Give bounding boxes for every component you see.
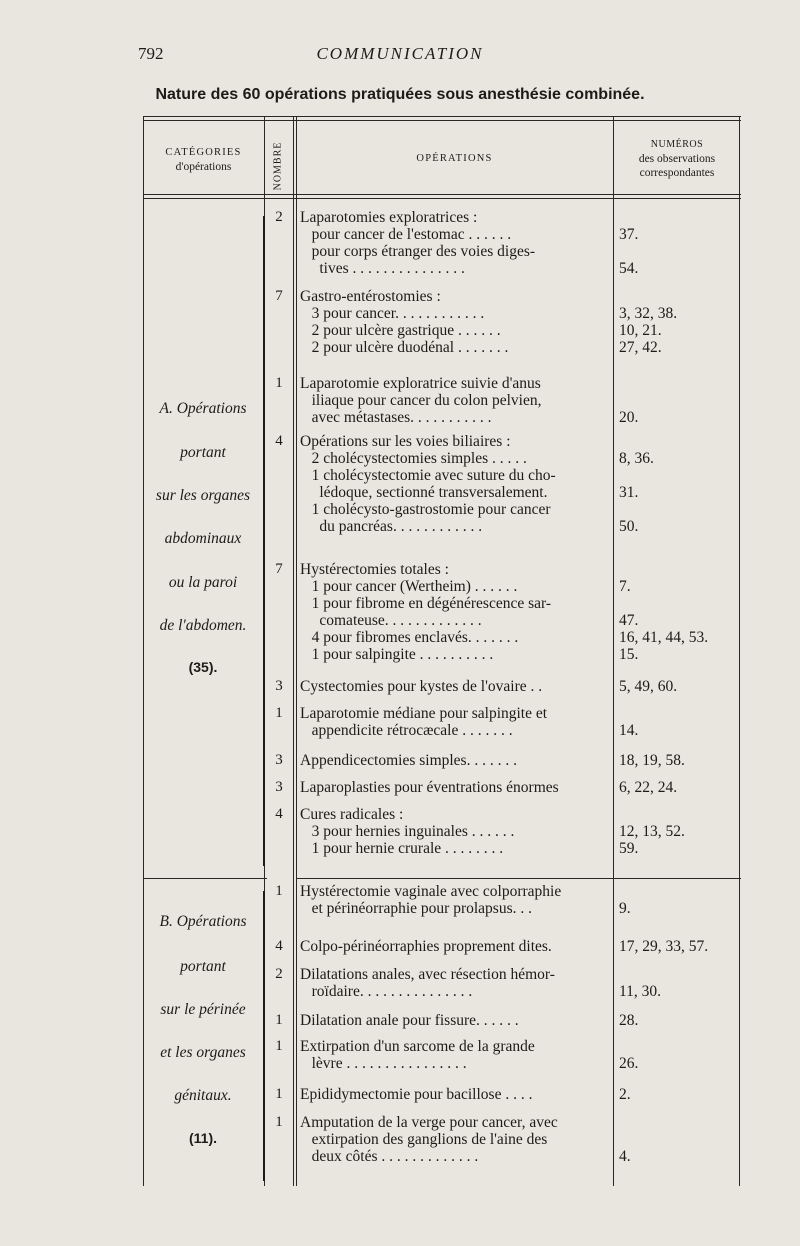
observation-numbers: 10, 21. (619, 322, 662, 339)
table-title: Nature des 60 opérations pratiquées sous anesthésie combinée. (155, 86, 645, 103)
operation-line: appendicite rétrocæcale . . . . . . . (300, 722, 513, 739)
observation-numbers: 27, 42. (619, 339, 662, 356)
category-b-line: portant (180, 958, 226, 975)
operation-line: Amputation de la verge pour cancer, avec (300, 1114, 558, 1131)
operation-line: Appendicectomies simples. . . . . . . (300, 752, 517, 769)
row-count: 7 (275, 288, 283, 304)
operation-line: 1 cholécystectomie avec suture du cho- (300, 467, 556, 484)
operation-line: 1 pour cancer (Wertheim) . . . . . . (300, 578, 518, 595)
observation-numbers: 47. (619, 612, 639, 629)
observation-numbers: 4. (619, 1148, 631, 1165)
row-count: 4 (275, 806, 283, 822)
category-b-line: B. Opérations (159, 913, 247, 930)
row-count: 1 (275, 705, 283, 721)
observation-numbers: 12, 13, 52. (619, 823, 685, 840)
operation-line: roïdaire. . . . . . . . . . . . . . . (300, 983, 473, 1000)
category-a-brace (263, 216, 265, 866)
row-count: 1 (275, 883, 283, 899)
category-a-line: A. Opérations (159, 400, 247, 417)
operation-line: Extirpation d'un sarcome de la grande (300, 1038, 535, 1055)
observation-numbers: 9. (619, 900, 631, 917)
operation-line: 2 cholécystectomies simples . . . . . (300, 450, 527, 467)
operation-line: Cures radicales : (300, 806, 404, 823)
observation-numbers: 2. (619, 1086, 631, 1103)
col-header-nombre: NOMBRE (272, 141, 284, 191)
category-b-line: et les organes (160, 1044, 246, 1061)
operation-line: deux côtés . . . . . . . . . . . . . (300, 1148, 479, 1165)
row-count: 4 (275, 938, 283, 954)
category-a-line: de l'abdomen. (159, 617, 247, 634)
row-count: 3 (275, 779, 283, 795)
observation-numbers: 15. (619, 646, 639, 663)
left-border (143, 116, 144, 1186)
operation-line: Gastro-entérostomies : (300, 288, 441, 305)
category-a-line: ou la paroi (168, 574, 238, 591)
observation-numbers: 54. (619, 260, 639, 277)
operation-line: extirpation des ganglions de l'aine des (300, 1131, 548, 1148)
observation-numbers: 7. (619, 578, 631, 595)
observation-numbers: 14. (619, 722, 639, 739)
table-top-rule (143, 116, 741, 117)
header-rule-2 (143, 198, 741, 199)
table-top-rule-2 (143, 120, 741, 121)
observation-numbers: 18, 19, 58. (619, 752, 685, 769)
col-header-categories: CATÉGORIES d'opérations (165, 147, 242, 173)
operation-line: Epididymectomie pour bacillose . . . . (300, 1086, 533, 1103)
operation-line: 1 cholécysto-gastrostomie pour cancer (300, 501, 551, 518)
operation-line: 2 pour ulcère gastrique . . . . . . (300, 322, 501, 339)
operation-line: 2 pour ulcère duodénal . . . . . . . (300, 339, 509, 356)
operation-line: lédoque, sectionné transversalement. (300, 484, 548, 501)
observation-numbers: 28. (619, 1012, 639, 1029)
category-b-total: (11). (188, 1130, 217, 1146)
observation-numbers: 3, 32, 38. (619, 305, 678, 322)
header-rule (143, 194, 741, 195)
operation-line: Hystérectomie vaginale avec colporraphie (300, 883, 562, 900)
operation-line: Hystérectomies totales : (300, 561, 449, 578)
row-count: 2 (275, 966, 283, 982)
observation-numbers: 17, 29, 33, 57. (619, 938, 709, 955)
observation-numbers: 8, 36. (619, 450, 654, 467)
row-count: 4 (275, 433, 283, 449)
operation-line: Opérations sur les voies biliaires : (300, 433, 511, 450)
operation-line: pour cancer de l'estomac . . . . . . (300, 226, 512, 243)
observation-numbers: 16, 41, 44, 53. (619, 629, 709, 646)
operation-line: 1 pour fibrome en dégénérescence sar- (300, 595, 552, 612)
operation-line: et périnéorraphie pour prolapsus. . . (300, 900, 533, 917)
operation-line: Dilatations anales, avec résection hémor- (300, 966, 555, 983)
row-count: 3 (275, 752, 283, 768)
operation-line: pour corps étranger des voies diges- (300, 243, 536, 260)
row-count: 7 (275, 561, 283, 577)
row-count: 3 (275, 678, 283, 694)
observation-numbers: 11, 30. (619, 983, 662, 1000)
row-count: 1 (275, 1012, 283, 1028)
operation-line: avec métastases. . . . . . . . . . . (300, 409, 492, 426)
observation-numbers: 6, 22, 24. (619, 779, 678, 796)
operation-line: du pancréas. . . . . . . . . . . . (300, 518, 483, 535)
category-a-line: abdominaux (164, 530, 242, 547)
operation-line: 1 pour hernie crurale . . . . . . . . (300, 840, 504, 857)
observation-numbers: 37. (619, 226, 639, 243)
col-header-numeros: NUMÉROS des observations correspondantes (638, 139, 716, 179)
operation-line: 3 pour hernies inguinales . . . . . . (300, 823, 515, 840)
operation-line: Laparoplasties pour éventrations énormes (300, 779, 559, 796)
category-a-total: (35). (188, 659, 218, 675)
operation-line: Colpo-périnéorraphies proprement dites. (300, 938, 552, 955)
category-b-brace (263, 891, 265, 1181)
observation-numbers: 5, 49, 60. (619, 678, 678, 695)
operation-line: Cystectomies pour kystes de l'ovaire . . (300, 678, 543, 695)
observation-numbers: 26. (619, 1055, 639, 1072)
row-count: 1 (275, 1086, 283, 1102)
col-divider-4 (613, 116, 614, 1186)
running-title: COMMUNICATION (316, 44, 484, 63)
operations-table (143, 116, 741, 1186)
operation-line: Dilatation anale pour fissure. . . . . . (300, 1012, 519, 1029)
observation-numbers: 50. (619, 518, 639, 535)
operation-line: lèvre . . . . . . . . . . . . . . . . (300, 1055, 467, 1072)
row-count: 2 (275, 209, 283, 225)
right-border (739, 116, 740, 1186)
row-count: 1 (275, 1114, 283, 1130)
row-count: 1 (275, 375, 283, 391)
category-a-line: sur les organes (155, 487, 251, 504)
operation-line: tives . . . . . . . . . . . . . . . (300, 260, 465, 277)
observation-numbers: 59. (619, 840, 639, 857)
col-header-operations: OPÉRATIONS (416, 153, 493, 164)
category-b-line: sur le périnée (160, 1001, 246, 1018)
operation-line: 4 pour fibromes enclavés. . . . . . . (300, 629, 519, 646)
operation-line: comateuse. . . . . . . . . . . . . (300, 612, 482, 629)
row-count: 1 (275, 1038, 283, 1054)
col-divider-3 (296, 116, 297, 1186)
operation-line: 1 pour salpingite . . . . . . . . . . (300, 646, 494, 663)
observation-numbers: 31. (619, 484, 639, 501)
section-rule (143, 878, 267, 879)
operation-line: Laparotomies exploratrices : (300, 209, 478, 226)
category-b-line: génitaux. (174, 1087, 232, 1104)
operation-line: Laparotomie médiane pour salpingite et (300, 705, 548, 722)
operation-line: 3 pour cancer. . . . . . . . . . . . (300, 305, 485, 322)
page-number: 792 (138, 44, 164, 63)
section-rule-right (296, 878, 741, 879)
operation-line: Laparotomie exploratrice suivie d'anus (300, 375, 541, 392)
observation-numbers: 20. (619, 409, 639, 426)
operation-line: iliaque pour cancer du colon pelvien, (300, 392, 542, 409)
category-a-line: portant (180, 444, 226, 461)
